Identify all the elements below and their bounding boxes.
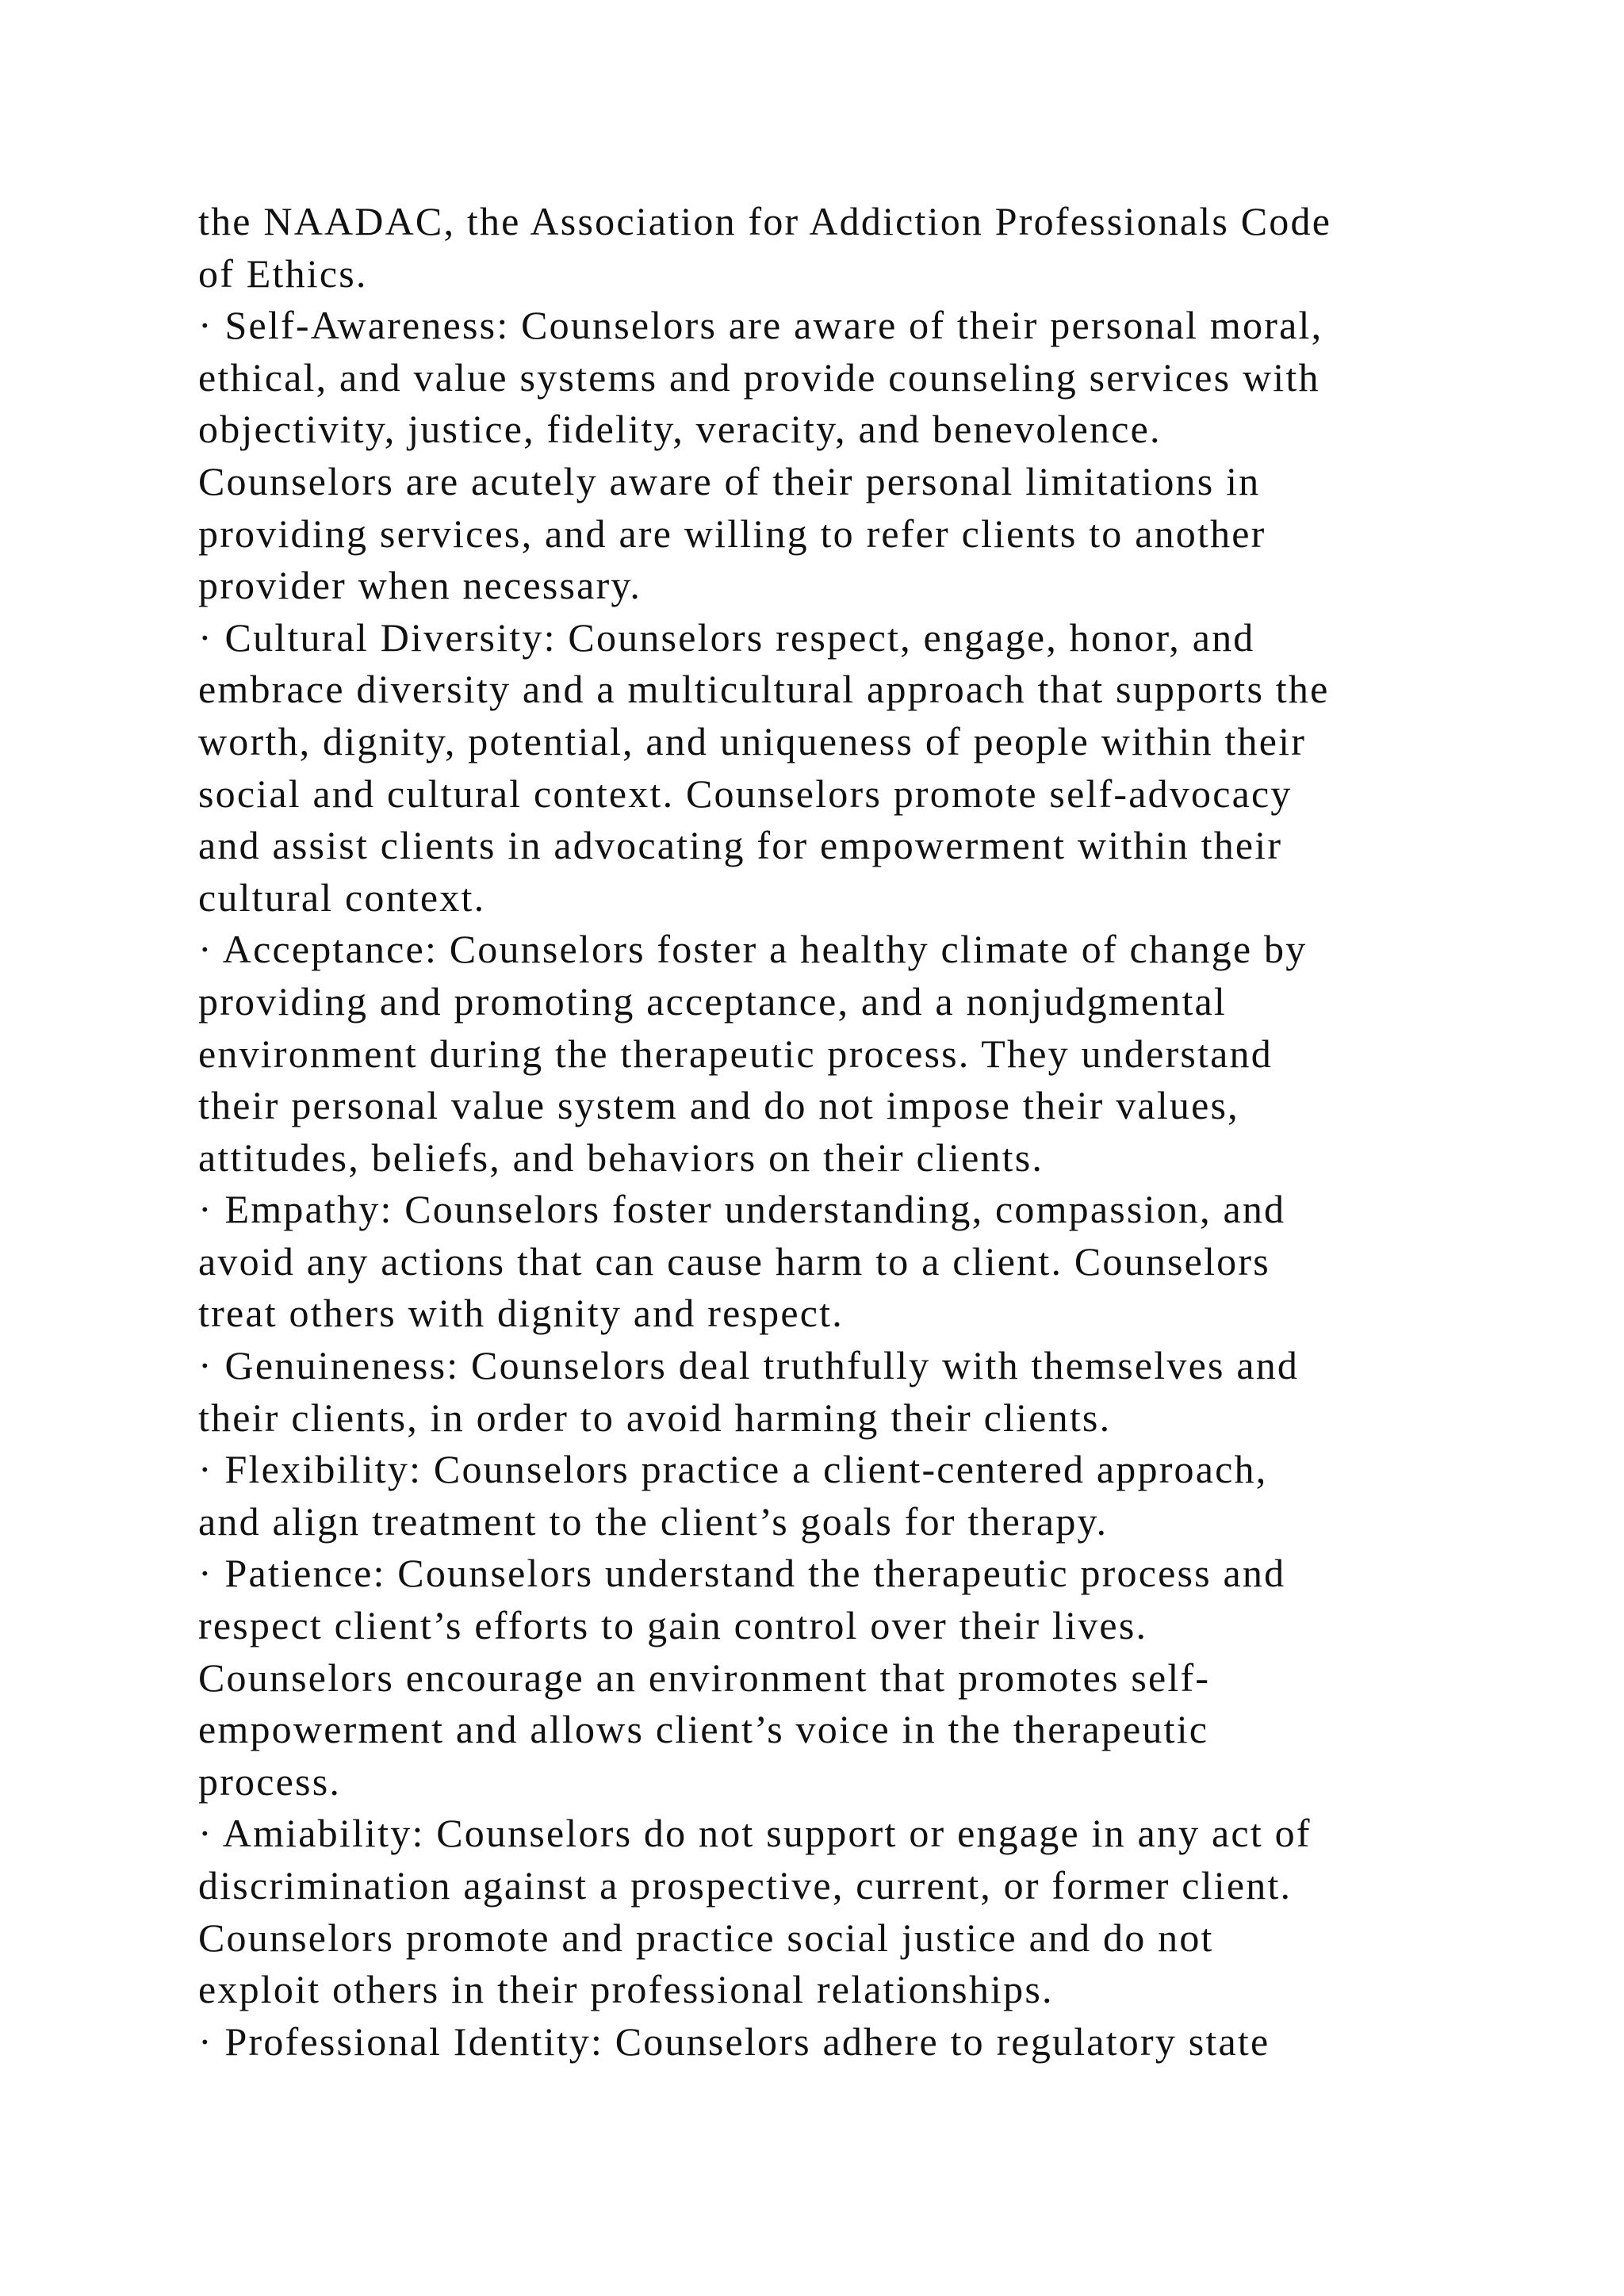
text-line: · Patience: Counselors understand the therapeutic process and xyxy=(198,1551,1286,1596)
text-line: · Acceptance: Counselors foster a healthy climate of change by xyxy=(198,927,1308,972)
text-line: their personal value system and do not impose their values, xyxy=(198,1083,1239,1128)
text-line: and assist clients in advocating for empowerment within their xyxy=(198,823,1283,868)
text-line: · Cultural Diversity: Counselors respect, engage, honor, and xyxy=(198,614,1255,660)
text-line: · Amiability: Counselors do not support or engage in any act of xyxy=(198,1811,1312,1856)
text-line: cultural context. xyxy=(198,874,486,920)
text-line: · Self-Awareness: Counselors are aware of their personal moral, xyxy=(198,303,1323,348)
text-line: social and cultural context. Counselors promote self-advocacy xyxy=(198,771,1293,816)
text-line: of Ethics. xyxy=(198,251,368,296)
text-line: providing services, and are willing to refer clients to another xyxy=(198,511,1266,556)
text-line: respect client’s efforts to gain control over their lives. xyxy=(198,1603,1148,1648)
text-line: · Genuineness: Counselors deal truthfully with themselves and xyxy=(198,1343,1300,1388)
text-line: Counselors are acutely aware of their personal limitations in xyxy=(198,458,1261,503)
text-line: environment during the therapeutic process. They understand xyxy=(198,1031,1273,1076)
text-line: their clients, in order to avoid harming their clients. xyxy=(198,1395,1112,1440)
text-line: providing and promoting acceptance, and a nonjudgmental xyxy=(198,978,1228,1024)
text-line: · Professional Identity: Counselors adhere to regulatory state xyxy=(198,2019,1270,2064)
text-line: exploit others in their professional relationships. xyxy=(198,1967,1054,2012)
text-line: the NAADAC, the Association for Addiction Professionals Code xyxy=(198,199,1332,243)
text-line: provider when necessary. xyxy=(198,563,642,608)
text-line: attitudes, beliefs, and behaviors on their clients. xyxy=(198,1135,1044,1180)
text-line: and align treatment to the client’s goals for therapy. xyxy=(198,1498,1109,1544)
text-line: worth, dignity, potential, and uniqueness of people within their xyxy=(198,718,1307,763)
text-line: objectivity, justice, fidelity, veracity, and benevolence. xyxy=(198,407,1162,452)
text-line: treat others with dignity and respect. xyxy=(198,1291,844,1336)
text-line: Counselors promote and practice social justice and do not xyxy=(198,1915,1214,1960)
text-line: empowerment and allows client’s voice in the therapeutic xyxy=(198,1707,1209,1752)
text-line: · Flexibility: Counselors practice a client-centered approach, xyxy=(198,1447,1268,1492)
text-line: process. xyxy=(198,1758,342,1804)
text-line: ethical, and value systems and provide counseling services with xyxy=(198,354,1320,400)
text-line: Counselors encourage an environment that promotes self- xyxy=(198,1655,1211,1700)
text-line: embrace diversity and a multicultural approach that supports the xyxy=(198,667,1330,712)
document-body-text xyxy=(198,196,1451,2068)
text-line: discrimination against a prospective, current, or former client. xyxy=(198,1863,1293,1908)
text-line: · Empathy: Counselors foster understanding, compassion, and xyxy=(198,1187,1286,1232)
text-line: avoid any actions that can cause harm to a client. Counselors xyxy=(198,1238,1270,1284)
